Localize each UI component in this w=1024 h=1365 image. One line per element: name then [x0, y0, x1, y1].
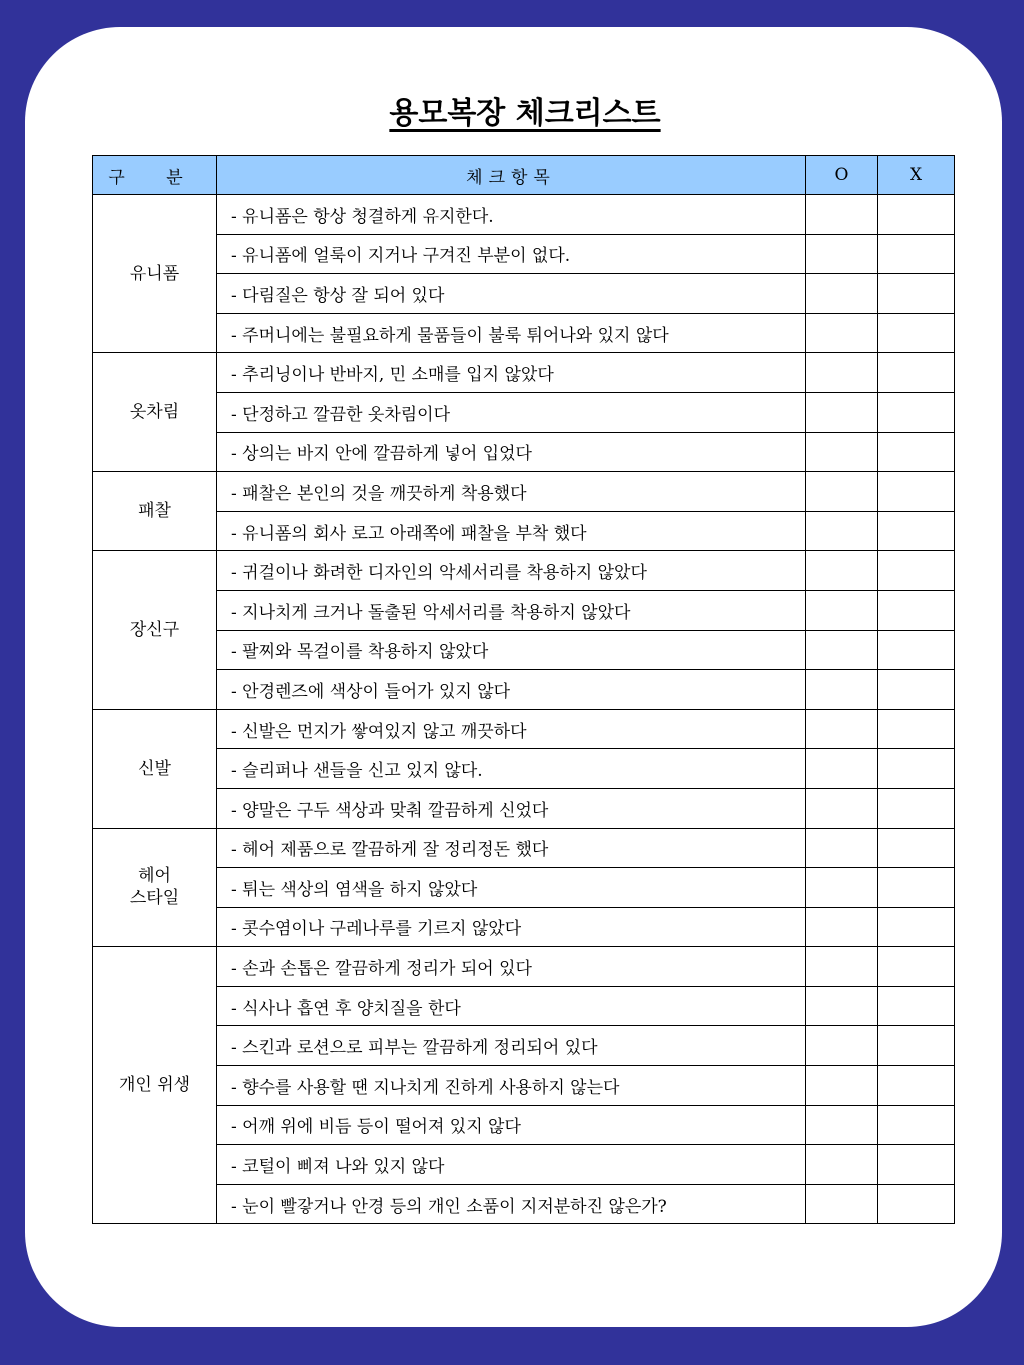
table-row [93, 828, 955, 868]
check-o-cell[interactable] [806, 274, 878, 314]
check-x-cell[interactable] [878, 511, 955, 551]
check-item-text: - 손과 손톱은 깔끔하게 정리가 되어 있다 [217, 947, 806, 987]
table-row [93, 313, 955, 353]
category-label: 신발 [138, 758, 171, 779]
category-label: 스타일 [129, 888, 180, 909]
check-o-cell[interactable] [806, 1026, 878, 1066]
table-row [93, 590, 955, 630]
check-item-text: - 튀는 색상의 염색을 하지 않았다 [217, 868, 806, 908]
category-cell [93, 828, 217, 947]
check-o-cell[interactable] [806, 432, 878, 472]
check-x-cell[interactable] [878, 1105, 955, 1145]
check-o-cell[interactable] [806, 1184, 878, 1224]
check-item-text: - 유니폼의 회사 로고 아래쪽에 패찰을 부착 했다 [217, 511, 806, 551]
check-x-cell[interactable] [878, 551, 955, 591]
check-item-text: - 안경렌즈에 색상이 들어가 있지 않다 [217, 670, 806, 710]
table-row [93, 353, 955, 393]
check-o-cell[interactable] [806, 590, 878, 630]
category-cell [93, 353, 217, 472]
table-row [93, 788, 955, 828]
check-x-cell[interactable] [878, 1026, 955, 1066]
check-item-text: - 단정하고 깔끔한 옷차림이다 [217, 392, 806, 432]
check-item-text: - 팔찌와 목걸이를 착용하지 않았다 [217, 630, 806, 670]
checklist-table [92, 155, 955, 1224]
table-row [93, 511, 955, 551]
check-item-text: - 코털이 삐져 나와 있지 않다 [217, 1145, 806, 1185]
check-o-cell[interactable] [806, 472, 878, 512]
table-row [93, 868, 955, 908]
table-row [93, 947, 955, 987]
category-label: 옷차림 [129, 402, 180, 423]
category-label: 유니폼 [129, 263, 180, 284]
check-item-text: - 주머니에는 불필요하게 물품들이 불룩 튀어나와 있지 않다 [217, 313, 806, 353]
header-check-item: 체크항목 [217, 156, 806, 195]
check-x-cell[interactable] [878, 195, 955, 235]
check-item-text: - 지나치게 크거나 돌출된 악세서리를 착용하지 않았다 [217, 590, 806, 630]
check-o-cell[interactable] [806, 709, 878, 749]
check-item-text: - 스킨과 로션으로 피부는 깔끔하게 정리되어 있다 [217, 1026, 806, 1066]
table-row [93, 1105, 955, 1145]
table-row [93, 670, 955, 710]
category-cell [93, 195, 217, 353]
table-row [93, 749, 955, 789]
table-row [93, 1184, 955, 1224]
check-o-cell[interactable] [806, 947, 878, 987]
category-label: 패찰 [138, 501, 171, 522]
table-row [93, 1066, 955, 1106]
check-x-cell[interactable] [878, 828, 955, 868]
category-cell [93, 551, 217, 709]
check-x-cell[interactable] [878, 313, 955, 353]
category-cell [93, 472, 217, 551]
check-x-cell[interactable] [878, 274, 955, 314]
check-x-cell[interactable] [878, 670, 955, 710]
check-o-cell[interactable] [806, 353, 878, 393]
check-x-cell[interactable] [878, 1145, 955, 1185]
check-o-cell[interactable] [806, 788, 878, 828]
check-item-text: - 콧수염이나 구레나루를 기르지 않았다 [217, 907, 806, 947]
table-row [93, 709, 955, 749]
check-item-text: - 헤어 제품으로 깔끔하게 잘 정리정돈 했다 [217, 828, 806, 868]
check-item-text: - 슬리퍼나 샌들을 신고 있지 않다. [217, 749, 806, 789]
table-row [93, 986, 955, 1026]
table-row [93, 551, 955, 591]
check-x-cell[interactable] [878, 788, 955, 828]
check-item-text: - 상의는 바지 안에 깔끔하게 넣어 입었다 [217, 432, 806, 472]
check-item-text: - 유니폼에 얼룩이 지거나 구겨진 부분이 없다. [217, 234, 806, 274]
check-x-cell[interactable] [878, 947, 955, 987]
table-row [93, 472, 955, 512]
check-item-text: - 어깨 위에 비듬 등이 떨어져 있지 않다 [217, 1105, 806, 1145]
check-o-cell[interactable] [806, 511, 878, 551]
header-o: O [806, 156, 878, 195]
check-item-text: - 유니폼은 항상 청결하게 유지한다. [217, 195, 806, 235]
table-row [93, 907, 955, 947]
check-o-cell[interactable] [806, 828, 878, 868]
check-o-cell[interactable] [806, 551, 878, 591]
header-category: 구 분 [93, 156, 217, 195]
table-row [93, 392, 955, 432]
check-o-cell[interactable] [806, 868, 878, 908]
check-item-text: - 눈이 빨갛거나 안경 등의 개인 소품이 지저분하진 않은가? [217, 1184, 806, 1224]
table-row [93, 630, 955, 670]
check-x-cell[interactable] [878, 392, 955, 432]
check-o-cell[interactable] [806, 630, 878, 670]
check-item-text: - 식사나 흡연 후 양치질을 한다 [217, 986, 806, 1026]
check-o-cell[interactable] [806, 749, 878, 789]
check-x-cell[interactable] [878, 234, 955, 274]
check-x-cell[interactable] [878, 590, 955, 630]
check-o-cell[interactable] [806, 1066, 878, 1106]
page-title: 용모복장 체크리스트 [389, 96, 661, 131]
check-o-cell[interactable] [806, 195, 878, 235]
check-x-cell[interactable] [878, 472, 955, 512]
check-x-cell[interactable] [878, 986, 955, 1026]
check-o-cell[interactable] [806, 392, 878, 432]
check-o-cell[interactable] [806, 1145, 878, 1185]
check-o-cell[interactable] [806, 234, 878, 274]
check-item-text: - 귀걸이나 화려한 디자인의 악세서리를 착용하지 않았다 [217, 551, 806, 591]
check-item-text: - 향수를 사용할 땐 지나치게 진하게 사용하지 않는다 [217, 1066, 806, 1106]
category-label: 헤어 [138, 866, 171, 887]
category-cell [93, 947, 217, 1224]
check-x-cell[interactable] [878, 1066, 955, 1106]
check-item-text: - 양말은 구두 색상과 맞춰 깔끔하게 신었다 [217, 788, 806, 828]
check-x-cell[interactable] [878, 907, 955, 947]
check-item-text: - 추리닝이나 반바지, 민 소매를 입지 않았다 [217, 353, 806, 393]
table-row [93, 234, 955, 274]
check-o-cell[interactable] [806, 1105, 878, 1145]
table-row [93, 1145, 955, 1185]
check-x-cell[interactable] [878, 432, 955, 472]
check-o-cell[interactable] [806, 670, 878, 710]
table-row [93, 1026, 955, 1066]
category-label: 개인 위생 [118, 1075, 191, 1096]
check-x-cell[interactable] [878, 749, 955, 789]
check-x-cell[interactable] [878, 709, 955, 749]
checklist-body [93, 195, 955, 1224]
check-o-cell[interactable] [806, 313, 878, 353]
check-item-text: - 다림질은 항상 잘 되어 있다 [217, 274, 806, 314]
check-o-cell[interactable] [806, 907, 878, 947]
table-row [93, 432, 955, 472]
check-x-cell[interactable] [878, 868, 955, 908]
check-item-text: - 신발은 먼지가 쌓여있지 않고 깨끗하다 [217, 709, 806, 749]
check-item-text: - 패찰은 본인의 것을 깨끗하게 착용했다 [217, 472, 806, 512]
header-x: X [878, 156, 955, 195]
table-row [93, 195, 955, 235]
table-row [93, 274, 955, 314]
table-header-row [93, 156, 955, 195]
check-o-cell[interactable] [806, 986, 878, 1026]
category-label: 장신구 [129, 620, 180, 641]
check-x-cell[interactable] [878, 1184, 955, 1224]
category-cell [93, 709, 217, 828]
check-x-cell[interactable] [878, 630, 955, 670]
check-x-cell[interactable] [878, 353, 955, 393]
